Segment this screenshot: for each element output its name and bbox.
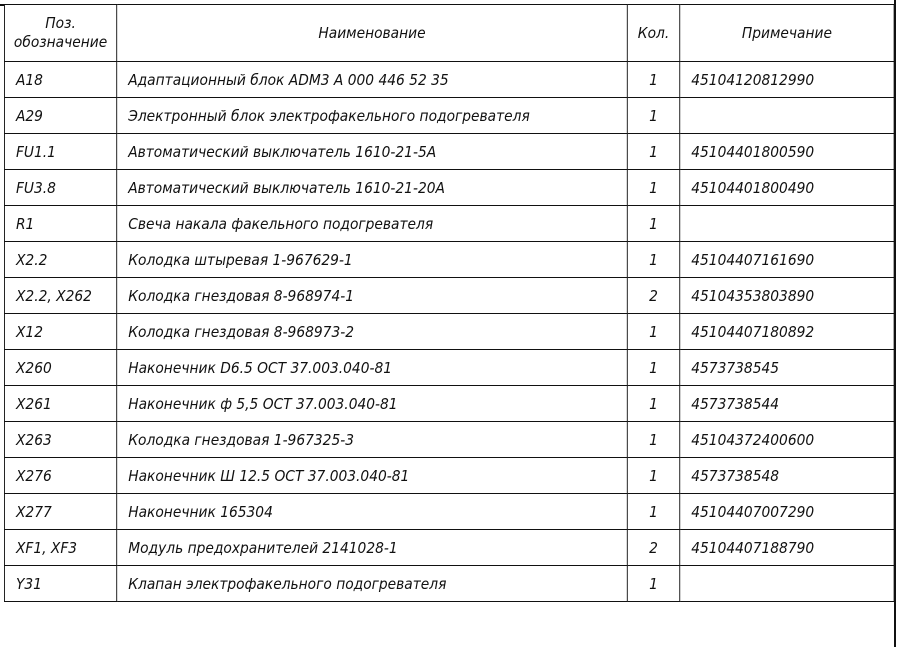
- cell-note: [680, 98, 894, 134]
- cell-designation: X260: [4, 350, 116, 386]
- cell-name: Автоматический выключатель 1610-21-20A: [117, 170, 628, 206]
- header-note: Примечание: [680, 5, 894, 62]
- cell-name: Колодка гнездовая 1-967325-3: [117, 422, 628, 458]
- cell-qty: 1: [627, 170, 679, 206]
- cell-qty: 1: [627, 494, 679, 530]
- cell-qty: 1: [627, 206, 679, 242]
- cell-qty: 2: [627, 278, 679, 314]
- cell-designation: XF1, XF3: [4, 530, 116, 566]
- cell-designation: A29: [4, 98, 116, 134]
- cell-name: Автоматический выключатель 1610-21-5A: [117, 134, 628, 170]
- cell-designation: FU1.1: [4, 134, 116, 170]
- specification-sheet: [4, 4, 894, 644]
- cell-name: Адаптационный блок ADM3 A 000 446 52 35: [117, 62, 628, 98]
- cell-name: Модуль предохранителей 2141028-1: [117, 530, 628, 566]
- table-row: [4, 170, 894, 206]
- cell-name: Наконечник Ш 12.5 ОСТ 37.003.040-81: [117, 458, 628, 494]
- cell-designation: X263: [4, 422, 116, 458]
- cell-note: [680, 566, 894, 602]
- cell-designation: Y31: [4, 566, 116, 602]
- cell-designation: X12: [4, 314, 116, 350]
- header-name: Наименование: [117, 5, 628, 62]
- header-row: [4, 5, 894, 62]
- cell-note: 45104401800590: [680, 134, 894, 170]
- cell-note: 45104407007290: [680, 494, 894, 530]
- cell-qty: 1: [627, 566, 679, 602]
- specification-table: [4, 4, 895, 602]
- cell-qty: 1: [627, 62, 679, 98]
- cell-note: 4573738545: [680, 350, 894, 386]
- cell-name: Свеча накала факельного подогревателя: [117, 206, 628, 242]
- cell-name: Наконечник D6.5 ОСТ 37.003.040-81: [117, 350, 628, 386]
- table-row: [4, 206, 894, 242]
- table-row: [4, 98, 894, 134]
- cell-designation: X261: [4, 386, 116, 422]
- cell-note: [680, 206, 894, 242]
- cell-designation: FU3.8: [4, 170, 116, 206]
- table-row: [4, 530, 894, 566]
- table-row: [4, 422, 894, 458]
- cell-designation: X277: [4, 494, 116, 530]
- cell-note: 45104120812990: [680, 62, 894, 98]
- header-qty: Кол.: [627, 5, 679, 62]
- table-row: [4, 566, 894, 602]
- cell-qty: 1: [627, 314, 679, 350]
- header-designation: Поз. обозначение: [4, 5, 116, 62]
- cell-designation: X2.2: [4, 242, 116, 278]
- cell-name: Наконечник ф 5,5 ОСТ 37.003.040-81: [117, 386, 628, 422]
- cell-note: 45104353803890: [680, 278, 894, 314]
- cell-note: 45104407180892: [680, 314, 894, 350]
- table-row: [4, 134, 894, 170]
- cell-name: Колодка гнездовая 8-968974-1: [117, 278, 628, 314]
- cell-note: 45104401800490: [680, 170, 894, 206]
- table-row: [4, 242, 894, 278]
- cell-name: Клапан электрофакельного подогревателя: [117, 566, 628, 602]
- cell-qty: 1: [627, 98, 679, 134]
- cell-note: 4573738544: [680, 386, 894, 422]
- cell-note: 4573738548: [680, 458, 894, 494]
- cell-note: 45104407188790: [680, 530, 894, 566]
- cell-name: Наконечник 165304: [117, 494, 628, 530]
- cell-qty: 2: [627, 530, 679, 566]
- cell-designation: R1: [4, 206, 116, 242]
- cell-designation: A18: [4, 62, 116, 98]
- cell-designation: X276: [4, 458, 116, 494]
- cell-name: Колодка штыревая 1-967629-1: [117, 242, 628, 278]
- cell-qty: 1: [627, 458, 679, 494]
- cell-note: 45104372400600: [680, 422, 894, 458]
- cell-qty: 1: [627, 386, 679, 422]
- cell-name: Электронный блок электрофакельного подогревателя: [117, 98, 628, 134]
- cell-note: 45104407161690: [680, 242, 894, 278]
- table-row: [4, 62, 894, 98]
- cell-qty: 1: [627, 242, 679, 278]
- table-row: [4, 278, 894, 314]
- cell-qty: 1: [627, 350, 679, 386]
- cell-qty: 1: [627, 422, 679, 458]
- table-row: [4, 458, 894, 494]
- cell-designation: X2.2, X262: [4, 278, 116, 314]
- table-row: [4, 350, 894, 386]
- table-row: [4, 314, 894, 350]
- cell-qty: 1: [627, 134, 679, 170]
- table-row: [4, 494, 894, 530]
- table-row: [4, 386, 894, 422]
- cell-name: Колодка гнездовая 8-968973-2: [117, 314, 628, 350]
